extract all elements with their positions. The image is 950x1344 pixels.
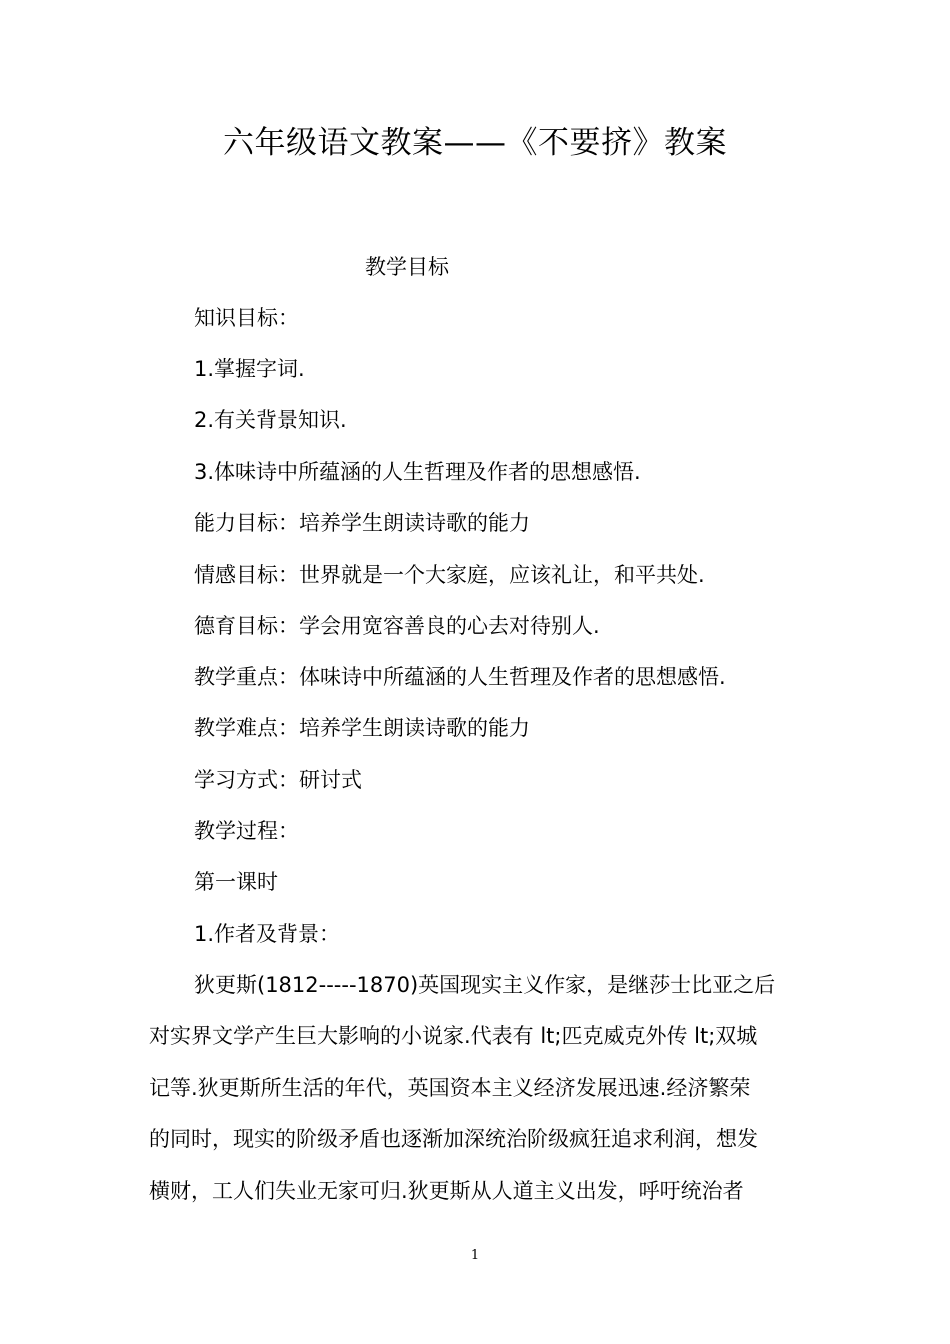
- paragraph-line: 横财，工人们失业无家可归.狄更斯从人道主义出发，呼吁统治者: [149, 1179, 744, 1203]
- text-line-item-3: 3.体味诗中所蕴涵的人生哲理及作者的思想感悟.: [194, 460, 641, 484]
- text-line-first-lesson: 第一课时: [194, 870, 278, 894]
- text-line-item-1: 1.掌握字词.: [194, 357, 305, 381]
- text-line-author-background: 1.作者及背景：: [194, 922, 341, 946]
- paragraph-line: 对实界文学产生巨大影响的小说家.代表有 lt;匹克威克外传 lt;双城: [149, 1024, 758, 1048]
- paragraph-first-line: 狄更斯(1812-----1870)英国现实主义作家，是继莎士比亚之后: [194, 973, 776, 997]
- text-line-item-2: 2.有关背景知识.: [194, 408, 347, 432]
- paragraph-line: 的同时，现实的阶级矛盾也逐渐加深统治阶级疯狂追求利润，想发: [149, 1127, 758, 1151]
- section-heading: 教学目标: [365, 255, 449, 279]
- text-line-teaching-process: 教学过程：: [194, 819, 299, 843]
- text-line-learning-method: 学习方式：研讨式: [194, 768, 362, 792]
- text-line-emotion-goal: 情感目标：世界就是一个大家庭，应该礼让，和平共处.: [194, 563, 705, 587]
- text-line-knowledge-goal: 知识目标：: [194, 306, 299, 330]
- text-line-key-point: 教学重点：体味诗中所蕴涵的人生哲理及作者的思想感悟.: [194, 665, 726, 689]
- page-number: 1: [470, 1248, 480, 1263]
- text-line-ability-goal: 能力目标：培养学生朗读诗歌的能力: [194, 511, 530, 535]
- document-title: 六年级语文教案——《不要挤》教案: [223, 125, 727, 161]
- text-line-moral-goal: 德育目标：学会用宽容善良的心去对待别人.: [194, 614, 600, 638]
- text-line-difficulty: 教学难点：培养学生朗读诗歌的能力: [194, 716, 530, 740]
- paragraph-line: 记等.狄更斯所生活的年代，英国资本主义经济发展迅速.经济繁荣: [149, 1076, 751, 1100]
